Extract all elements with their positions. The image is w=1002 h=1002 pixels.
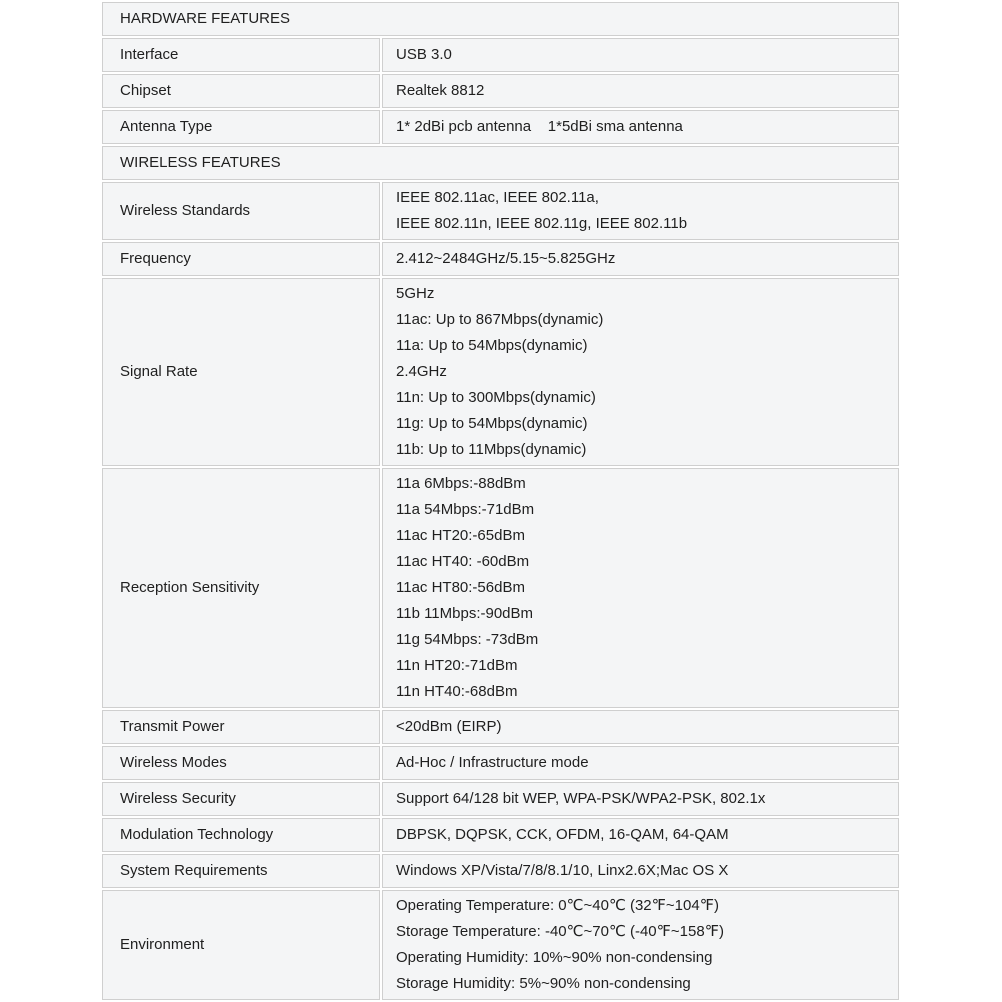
- spec-value-line: IEEE 802.11ac, IEEE 802.11a,: [396, 189, 599, 206]
- spec-value-frequency: [382, 242, 899, 276]
- spec-row-environment: [102, 890, 899, 1000]
- section-header-row-wireless-features: [102, 146, 899, 180]
- spec-value-line: 11b: Up to 11Mbps(dynamic): [396, 441, 587, 458]
- spec-label-wireless-standards: Wireless Standards: [102, 182, 380, 240]
- spec-value-line: 11ac HT20:-65dBm: [396, 527, 525, 544]
- spec-value-line: 2.4GHz: [396, 363, 447, 380]
- spec-label-reception-sensitivity: Reception Sensitivity: [102, 468, 380, 708]
- spec-value-wireless-modes: [382, 746, 899, 780]
- spec-row-transmit-power: [102, 710, 899, 744]
- spec-label-environment: Environment: [102, 890, 380, 1000]
- spec-value-environment: [382, 890, 899, 1000]
- spec-label-wireless-security: Wireless Security: [102, 782, 380, 816]
- spec-value-signal-rate: [382, 278, 899, 466]
- spec-value-line: 11b 11Mbps:-90dBm: [396, 605, 534, 622]
- spec-value-line: 11n HT40:-68dBm: [396, 683, 518, 700]
- spec-row-wireless-modes: [102, 746, 899, 780]
- spec-row-frequency: [102, 242, 899, 276]
- spec-label-modulation-technology: Modulation Technology: [102, 818, 380, 852]
- spec-table: [100, 0, 901, 1002]
- spec-value-line: 11n HT20:-71dBm: [396, 657, 518, 674]
- spec-row-reception-sensitivity: [102, 468, 899, 708]
- spec-value-line: 11a 6Mbps:-88dBm: [396, 475, 526, 492]
- section-header-wireless-features: WIRELESS FEATURES: [102, 146, 899, 180]
- spec-label-wireless-modes: Wireless Modes: [102, 746, 380, 780]
- spec-value-line: 11a: Up to 54Mbps(dynamic): [396, 337, 588, 354]
- spec-value-line: Storage Humidity: 5%~90% non-condensing: [396, 975, 691, 992]
- spec-value-reception-sensitivity: [382, 468, 899, 708]
- spec-value-line: 5GHz: [396, 285, 435, 302]
- spec-value-line: Windows XP/Vista/7/8/8.1/10, Linx2.6X;Mac OS X: [396, 862, 729, 879]
- spec-row-system-requirements: [102, 854, 899, 888]
- spec-value-line: 11g 54Mbps: -73dBm: [396, 631, 539, 648]
- spec-value-line: 11ac HT40: -60dBm: [396, 553, 530, 570]
- spec-value-line: Support 64/128 bit WEP, WPA-PSK/WPA2-PSK, 802.1x: [396, 790, 766, 807]
- section-header-row-hardware-features: [102, 2, 899, 36]
- spec-value-transmit-power: [382, 710, 899, 744]
- section-header-hardware-features: HARDWARE FEATURES: [102, 2, 899, 36]
- spec-value-line: Operating Temperature: 0℃~40℃ (32℉~104℉): [396, 897, 719, 914]
- spec-value-line: Operating Humidity: 10%~90% non-condensing: [396, 949, 713, 966]
- spec-value-line: DBPSK, DQPSK, CCK, OFDM, 16-QAM, 64-QAM: [396, 826, 729, 843]
- spec-value-line: USB 3.0: [396, 46, 452, 63]
- spec-row-antenna-type: [102, 110, 899, 144]
- spec-value-line: 11n: Up to 300Mbps(dynamic): [396, 389, 596, 406]
- spec-value-line: Ad-Hoc / Infrastructure mode: [396, 754, 589, 771]
- spec-value-line: Realtek 8812: [396, 82, 485, 99]
- spec-label-chipset: Chipset: [102, 74, 380, 108]
- spec-row-chipset: [102, 74, 899, 108]
- spec-row-interface: [102, 38, 899, 72]
- spec-label-system-requirements: System Requirements: [102, 854, 380, 888]
- spec-value-line: Storage Temperature: -40℃~70℃ (-40℉~158℉): [396, 923, 724, 940]
- spec-label-frequency: Frequency: [102, 242, 380, 276]
- spec-value-line: 11a 54Mbps:-71dBm: [396, 501, 535, 518]
- spec-value-system-requirements: [382, 854, 899, 888]
- spec-label-interface: Interface: [102, 38, 380, 72]
- spec-value-line: 11g: Up to 54Mbps(dynamic): [396, 415, 588, 432]
- spec-value-interface: [382, 38, 899, 72]
- spec-value-line: 2.412~2484GHz/5.15~5.825GHz: [396, 250, 616, 267]
- spec-value-line: IEEE 802.11n, IEEE 802.11g, IEEE 802.11b: [396, 215, 688, 232]
- spec-value-line: <20dBm (EIRP): [396, 718, 502, 735]
- spec-row-wireless-security: [102, 782, 899, 816]
- spec-value-line: 11ac HT80:-56dBm: [396, 579, 525, 596]
- spec-label-signal-rate: Signal Rate: [102, 278, 380, 466]
- spec-value-line: 1* 2dBi pcb antenna 1*5dBi sma antenna: [396, 118, 683, 135]
- spec-row-signal-rate: [102, 278, 899, 466]
- spec-table-body: [102, 2, 899, 1000]
- spec-row-modulation-technology: [102, 818, 899, 852]
- spec-value-chipset: [382, 74, 899, 108]
- spec-row-wireless-standards: [102, 182, 899, 240]
- spec-label-antenna-type: Antenna Type: [102, 110, 380, 144]
- spec-value-modulation-technology: [382, 818, 899, 852]
- spec-value-line: 11ac: Up to 867Mbps(dynamic): [396, 311, 604, 328]
- spec-value-antenna-type: [382, 110, 899, 144]
- spec-value-wireless-standards: [382, 182, 899, 240]
- spec-value-wireless-security: [382, 782, 899, 816]
- spec-label-transmit-power: Transmit Power: [102, 710, 380, 744]
